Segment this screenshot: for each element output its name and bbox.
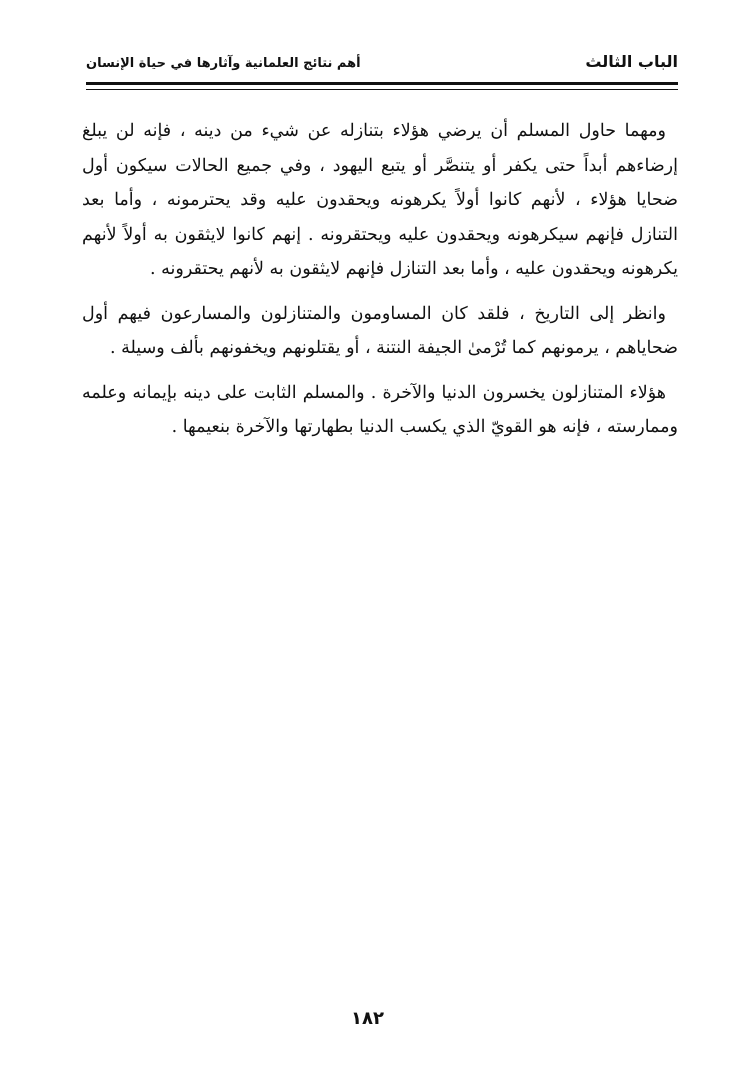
book-title: أهم نتائج العلمانية وآثارها في حياة الإنسان bbox=[86, 56, 361, 71]
paragraph-1: ومهما حاول المسلم أن يرضي هؤلاء بتنازله عن شيء من دينه ، فإنه لن يبلغ إرضاءهم أبداً حتى يكفر أو يتنصَّر أو يتبع اليهود ، وفي جميع الحالات سيكون أول ضحايا هؤلاء ، لأنهم كانوا أولاً يكرهونه ويحقدون عليه وقد يحترمونه ، وأما بعد التنازل فإنهم سيكرهونه ويحقدون عليه ويحتقرونه . إنهم كانوا لايثقون به أولاً لأنهم يكرهونه ويحقدون عليه ، وأما بعد التنازل فإنهم لايثقون به لأنهم يحتقرونه . bbox=[82, 121, 678, 279]
body-text bbox=[82, 114, 678, 455]
running-header bbox=[86, 50, 678, 78]
chapter-title: الباب الثالث bbox=[585, 52, 678, 71]
header-rule-thick bbox=[86, 82, 678, 85]
paragraph-2: وانظر إلى التاريخ ، فلقد كان المساومون والمتنازلون والمسارعون فيهم أول ضحاياهم ، يرمونهم كما تُرْمىٰ الجيفة النتنة ، أو يقتلونهم ويخفونهم بألف وسيلة . bbox=[82, 303, 678, 358]
paragraph-3: هؤلاء المتنازلون يخسرون الدنيا والآخرة . والمسلم الثابت على دينه بإيمانه وعلمه وممارسته ، فإنه هو القويّ الذي يكسب الدنيا بطهارتها والآخرة بنعيمها . bbox=[82, 382, 678, 437]
page-number: ١٨٢ bbox=[351, 1008, 384, 1029]
header-rule-thin bbox=[86, 89, 678, 90]
